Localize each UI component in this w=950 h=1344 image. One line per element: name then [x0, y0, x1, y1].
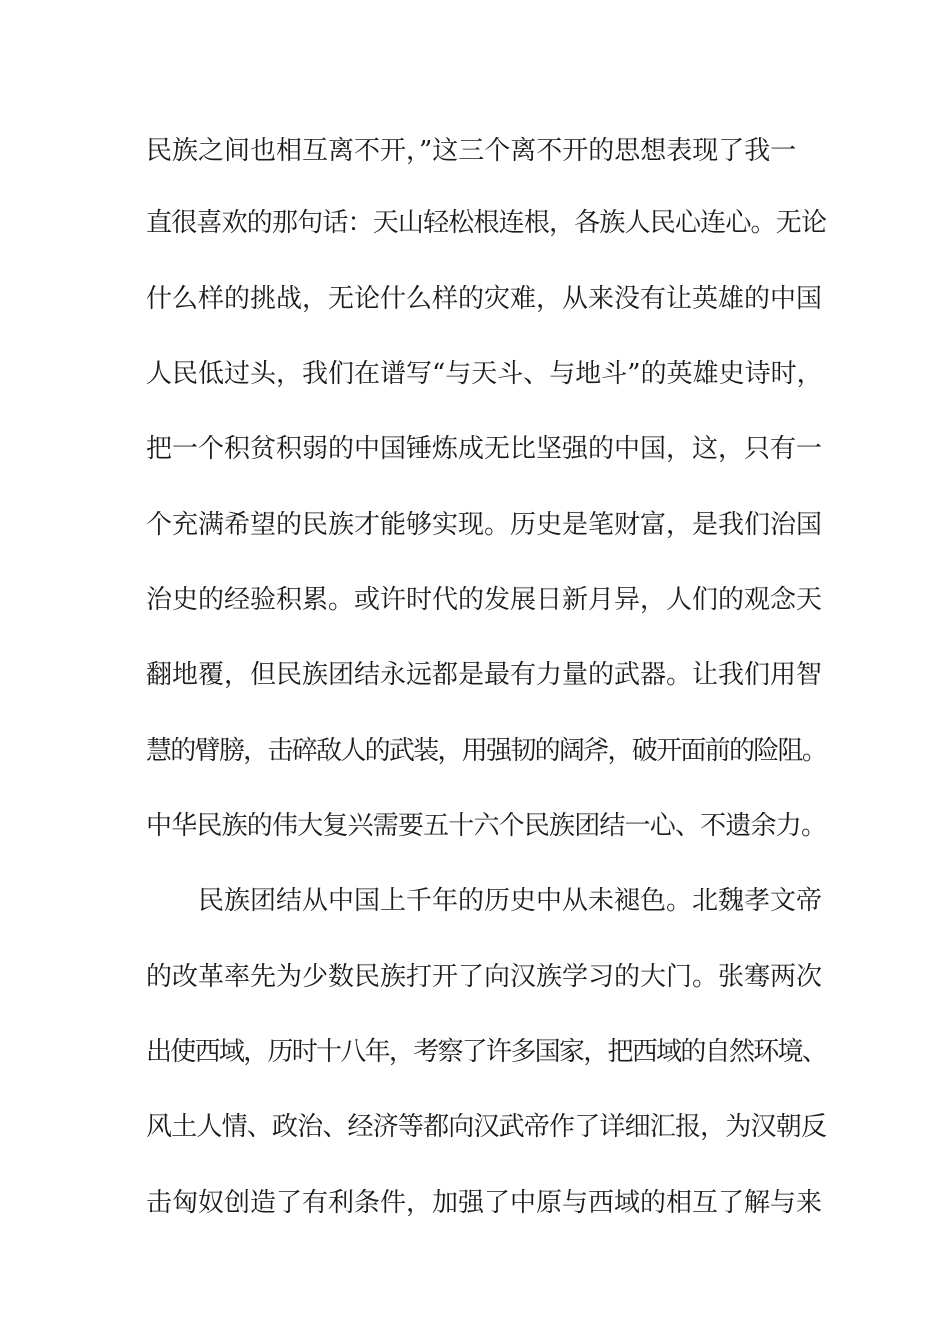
text-line: 人民低过头，我们在谱写“与天斗、与地斗”的英雄史诗时，: [146, 359, 823, 389]
text-line: 直很喜欢的那句话：天山轻松根连根，各族人民心连心。无论: [146, 208, 827, 238]
paragraph-first-line: 民族团结从中国上千年的历史中从未褪色。北魏孝文帝: [198, 886, 823, 916]
text-line: 的改革率先为少数民族打开了向汉族学习的大门。张骞两次: [146, 962, 823, 992]
text-line: 民族之间也相互离不开，”这三个离不开的思想表现了我一: [146, 136, 797, 166]
text-line: 中华民族的伟大复兴需要五十六个民族团结一心、不遗余力。: [146, 811, 827, 841]
text-line: 治史的经验积累。或许时代的发展日新月异，人们的观念天: [146, 585, 823, 615]
text-line: 什么样的挑战，无论什么样的灾难，从来没有让英雄的中国: [146, 284, 823, 314]
text-line: 风土人情、政治、经济等都向汉武帝作了详细汇报，为汉朝反: [146, 1112, 827, 1142]
text-line: 把一个积贫积弱的中国锤炼成无比坚强的中国，这，只有一: [146, 434, 823, 464]
text-line: 出使西域，历时十八年，考察了许多国家，把西域的自然环境、: [146, 1037, 827, 1067]
text-line: 慧的臂膀，击碎敌人的武装，用强韧的阔斧，破开面前的险阻。: [146, 736, 827, 766]
text-line: 击匈奴创造了有利条件，加强了中原与西域的相互了解与来: [146, 1188, 823, 1218]
text-line: 翻地覆，但民族团结永远都是最有力量的武器。让我们用智: [146, 660, 823, 690]
text-line: 个充满希望的民族才能够实现。历史是笔财富，是我们治国: [146, 510, 823, 540]
